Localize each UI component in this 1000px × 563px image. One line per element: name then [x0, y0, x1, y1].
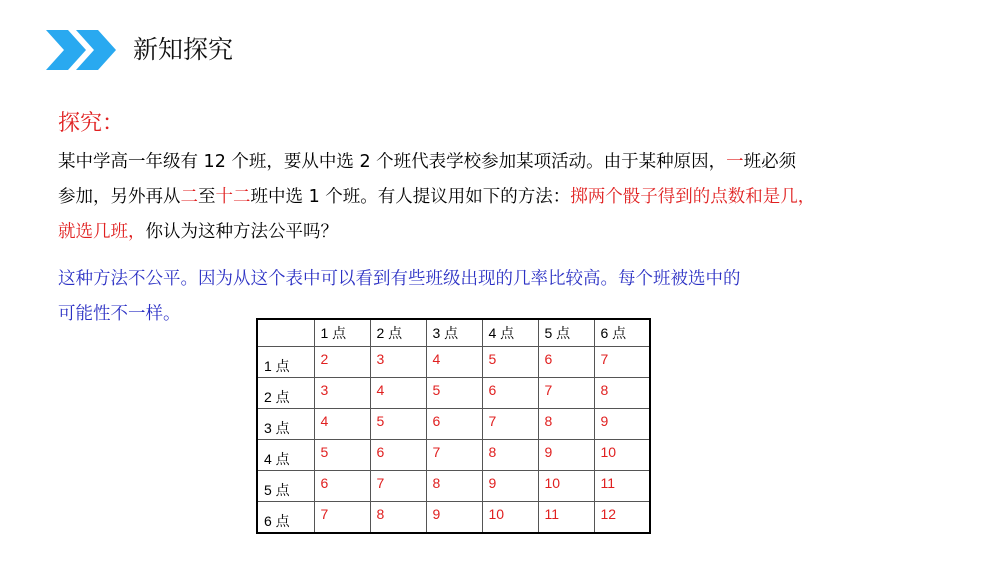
table-cell: 7 [538, 378, 594, 409]
problem-text: 你认为这种方法公平吗？ [145, 222, 338, 242]
table-cell: 6 [314, 471, 370, 502]
double-chevron-icon [46, 30, 116, 70]
column-header: 3 点 [426, 319, 482, 347]
table-cell: 5 [426, 378, 482, 409]
row-header: 5 点 [257, 471, 314, 502]
table-cell: 5 [370, 409, 426, 440]
table-cell: 12 [594, 502, 650, 534]
row-header: 3 点 [257, 409, 314, 440]
table-corner-cell [257, 319, 314, 347]
problem-statement [58, 145, 978, 250]
dice-sum-table [256, 318, 651, 534]
table-cell: 5 [482, 347, 538, 378]
highlight-text: 二 [180, 187, 198, 207]
table-cell: 9 [594, 409, 650, 440]
table-cell: 6 [482, 378, 538, 409]
table-cell: 7 [482, 409, 538, 440]
table-cell: 5 [314, 440, 370, 471]
highlight-text: 一 [726, 152, 744, 172]
table-cell: 3 [314, 378, 370, 409]
highlight-text: 掷两个骰子得到的点数和是几， [570, 187, 816, 207]
column-header: 6 点 [594, 319, 650, 347]
highlight-text: 十二 [215, 187, 251, 207]
table-cell: 10 [594, 440, 650, 471]
highlight-text: 就选几班， [58, 222, 146, 242]
problem-line-3 [58, 215, 978, 250]
table-cell: 11 [594, 471, 650, 502]
table-row [257, 471, 650, 502]
table-cell: 8 [482, 440, 538, 471]
row-header: 6 点 [257, 502, 314, 534]
table-cell: 3 [370, 347, 426, 378]
column-header: 5 点 [538, 319, 594, 347]
table-cell: 9 [538, 440, 594, 471]
problem-text: 班中选 1 个班。有人提议用如下的方法： [250, 187, 571, 207]
table-cell: 7 [426, 440, 482, 471]
table-row [257, 440, 650, 471]
column-header: 1 点 [314, 319, 370, 347]
problem-text: 某中学高一年级有 12 个班，要从中选 2 个班代表学校参加某项活动。由于某种原因， [58, 152, 727, 172]
table-cell: 4 [314, 409, 370, 440]
row-header: 2 点 [257, 378, 314, 409]
table-header-row [257, 319, 650, 347]
table-cell: 8 [594, 378, 650, 409]
table-cell: 6 [426, 409, 482, 440]
table-cell: 7 [314, 502, 370, 534]
table-cell: 11 [538, 502, 594, 534]
page-title: 新知探究 [133, 35, 234, 64]
table-cell: 10 [538, 471, 594, 502]
chevron-left-shape [46, 30, 86, 70]
table-cell: 8 [426, 471, 482, 502]
table-cell: 4 [370, 378, 426, 409]
column-header: 2 点 [370, 319, 426, 347]
table-cell: 2 [314, 347, 370, 378]
table-row [257, 378, 650, 409]
problem-line-1 [58, 145, 978, 180]
answer-line-2: 可能性不一样。 [58, 304, 181, 324]
row-header: 4 点 [257, 440, 314, 471]
table-cell: 10 [482, 502, 538, 534]
table-cell: 7 [594, 347, 650, 378]
table-row [257, 409, 650, 440]
problem-text: 至 [198, 187, 216, 207]
section-heading: 探究： [58, 111, 125, 136]
column-header: 4 点 [482, 319, 538, 347]
problem-text: 参加，另外再从 [58, 187, 181, 207]
table-cell: 8 [370, 502, 426, 534]
table-cell: 4 [426, 347, 482, 378]
table-cell: 9 [482, 471, 538, 502]
table-cell: 7 [370, 471, 426, 502]
answer-line-1: 这种方法不公平。因为从这个表中可以看到有些班级出现的几率比较高。每个班被选中的 [58, 269, 741, 289]
table-cell: 9 [426, 502, 482, 534]
table-cell: 6 [370, 440, 426, 471]
table-row [257, 347, 650, 378]
problem-line-2 [58, 180, 978, 215]
table-row [257, 502, 650, 534]
table-cell: 6 [538, 347, 594, 378]
table-cell: 8 [538, 409, 594, 440]
row-header: 1 点 [257, 347, 314, 378]
problem-text: 班必须 [743, 152, 797, 172]
